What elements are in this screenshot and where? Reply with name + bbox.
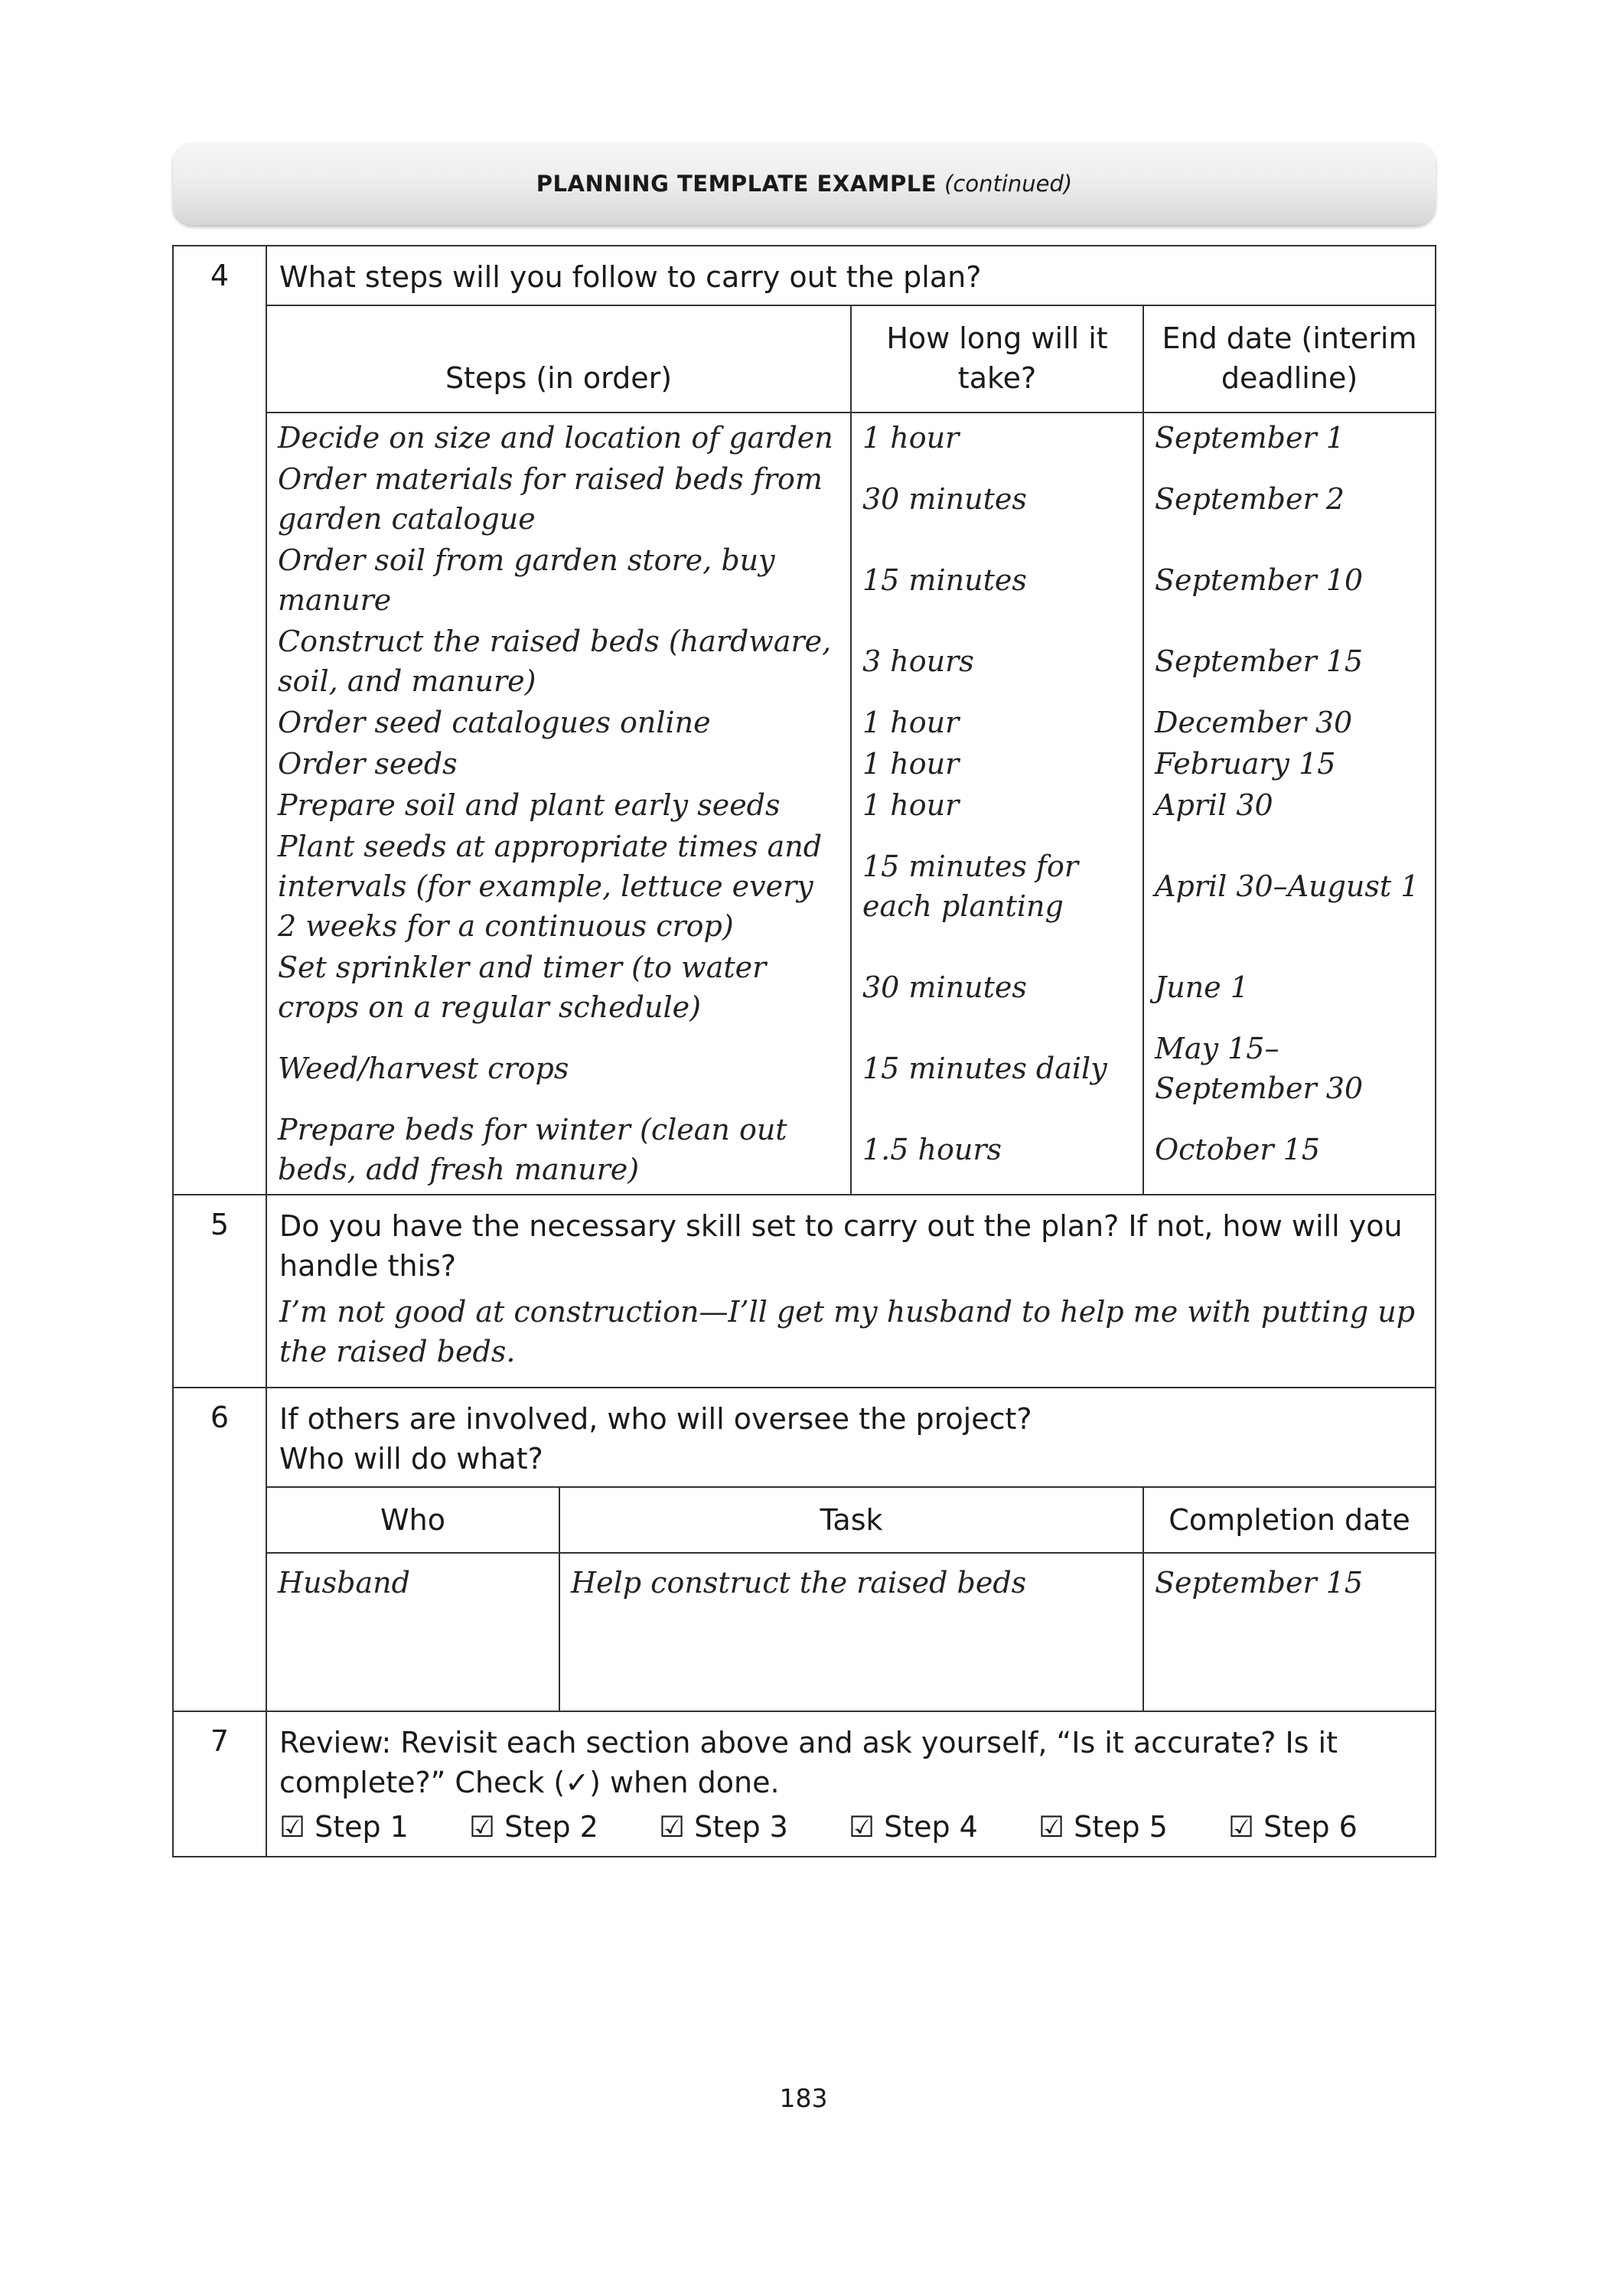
checklist-label: Step 3 bbox=[694, 1810, 788, 1844]
section-5-content bbox=[266, 1195, 1436, 1388]
checklist bbox=[267, 1802, 1435, 1856]
column-header: How long will it take? bbox=[851, 305, 1143, 413]
section-6-content bbox=[266, 1388, 1436, 1711]
step-cell: Order seeds bbox=[267, 744, 851, 785]
table-row bbox=[267, 1110, 1435, 1194]
banner-subtitle: (continued) bbox=[944, 171, 1073, 197]
end-date-cell: April 30 bbox=[1155, 788, 1273, 822]
checklist-label: Step 2 bbox=[504, 1810, 598, 1844]
checked-box-icon[interactable]: ☑ bbox=[659, 1810, 686, 1844]
column-header: End date (interim deadline) bbox=[1143, 305, 1435, 413]
section-4-question: What steps will you follow to carry out the plan? bbox=[279, 260, 982, 294]
role-who: Husband bbox=[267, 1553, 559, 1711]
table-row bbox=[267, 827, 1435, 947]
checklist-label: Step 1 bbox=[315, 1810, 409, 1844]
duration-cell: 3 hours bbox=[851, 621, 1143, 703]
table-row bbox=[267, 785, 1435, 827]
table-row bbox=[267, 703, 1435, 744]
column-header: Who bbox=[267, 1487, 559, 1553]
checklist-label: Step 5 bbox=[1074, 1810, 1168, 1844]
checklist-label: Step 6 bbox=[1263, 1810, 1358, 1844]
duration-cell: 1 hour bbox=[851, 413, 1143, 459]
end-date-cell: May 15–September 30 bbox=[1155, 1032, 1364, 1105]
end-date-cell: September 10 bbox=[1155, 563, 1364, 597]
checklist-item[interactable] bbox=[279, 1807, 469, 1847]
banner-title: PLANNING TEMPLATE EXAMPLE bbox=[536, 171, 937, 197]
end-date-cell: February 15 bbox=[1155, 747, 1336, 781]
section-7-question: Review: Revisit each section above and ask yourself, “Is it accurate? Is it complete?” Check (✓) when done. bbox=[279, 1726, 1338, 1799]
section-6-question bbox=[267, 1388, 1435, 1486]
end-date-cell: September 1 bbox=[1143, 413, 1435, 459]
checked-box-icon[interactable]: ☑ bbox=[849, 1810, 875, 1844]
step-cell: Order seed catalogues online bbox=[267, 703, 851, 744]
duration-cell: 15 minutes for each planting bbox=[851, 827, 1143, 947]
table-row bbox=[267, 540, 1435, 621]
table-row bbox=[267, 1553, 1435, 1711]
step-cell: Order materials for raised beds from garden catalogue bbox=[267, 459, 851, 540]
step-cell: Set sprinkler and timer (to water crops on a regular schedule) bbox=[267, 947, 851, 1029]
section-6-question-line: If others are involved, who will oversee the project? bbox=[279, 1402, 1032, 1436]
duration-cell: 15 minutes daily bbox=[851, 1029, 1143, 1110]
section-5-question: Do you have the necessary skill set to carry out the plan? If not, how will you handle this? bbox=[279, 1209, 1403, 1283]
checklist-item[interactable] bbox=[469, 1807, 659, 1847]
checked-box-icon[interactable]: ☑ bbox=[469, 1810, 496, 1844]
column-header: Completion date bbox=[1143, 1487, 1435, 1553]
checklist-item[interactable] bbox=[659, 1807, 849, 1847]
checklist-item[interactable] bbox=[1228, 1807, 1418, 1847]
duration-cell: 15 minutes bbox=[851, 540, 1143, 621]
end-date-cell: September 2 bbox=[1155, 482, 1345, 516]
table-row bbox=[267, 744, 1435, 785]
duration-cell: 1.5 hours bbox=[851, 1110, 1143, 1194]
table-row bbox=[267, 1029, 1435, 1110]
step-cell: Plant seeds at appropriate times and intervals (for example, lettuce every 2 weeks for a continuous crop) bbox=[267, 827, 851, 947]
table-row bbox=[267, 459, 1435, 540]
role-task: Help construct the raised beds bbox=[559, 1553, 1143, 1711]
role-date: September 15 bbox=[1143, 1553, 1435, 1711]
end-date-cell: September 15 bbox=[1155, 644, 1364, 678]
step-cell: Construct the raised beds (hardware, soil, and manure) bbox=[267, 621, 851, 703]
checklist-item[interactable] bbox=[1038, 1807, 1228, 1847]
section-banner bbox=[173, 142, 1436, 225]
checked-box-icon[interactable]: ☑ bbox=[1038, 1810, 1065, 1844]
steps-header-row bbox=[267, 305, 1435, 413]
end-date-cell: October 15 bbox=[1155, 1133, 1320, 1166]
step-cell: Weed/harvest crops bbox=[267, 1029, 851, 1110]
step-cell: Decide on size and location of garden bbox=[267, 413, 851, 459]
duration-cell: 30 minutes bbox=[851, 947, 1143, 1029]
checklist-item[interactable] bbox=[849, 1807, 1038, 1847]
column-header: Task bbox=[559, 1487, 1143, 1553]
checked-box-icon[interactable]: ☑ bbox=[279, 1810, 306, 1844]
duration-cell: 1 hour bbox=[851, 744, 1143, 785]
section-4-content bbox=[266, 246, 1436, 1195]
section-number: 6 bbox=[173, 1388, 266, 1711]
table-row bbox=[267, 947, 1435, 1029]
roles-table bbox=[267, 1486, 1435, 1711]
step-cell: Order soil from garden store, buy manure bbox=[267, 540, 851, 621]
end-date-cell: April 30–August 1 bbox=[1155, 869, 1420, 903]
checklist-label: Step 4 bbox=[884, 1810, 978, 1844]
end-date-cell: June 1 bbox=[1155, 970, 1249, 1004]
roles-header-row bbox=[267, 1487, 1435, 1553]
duration-cell: 1 hour bbox=[851, 785, 1143, 827]
section-number: 4 bbox=[173, 246, 266, 1195]
section-6 bbox=[173, 1388, 1436, 1711]
step-cell: Prepare beds for winter (clean out beds, add fresh manure) bbox=[267, 1110, 851, 1194]
page-number: 183 bbox=[779, 2083, 828, 2113]
section-6-question-line: Who will do what? bbox=[279, 1442, 543, 1476]
section-number: 7 bbox=[173, 1711, 266, 1857]
duration-cell: 30 minutes bbox=[851, 459, 1143, 540]
table-row bbox=[267, 621, 1435, 703]
duration-cell: 1 hour bbox=[851, 703, 1143, 744]
planning-table bbox=[172, 245, 1436, 1857]
section-5 bbox=[173, 1195, 1436, 1388]
section-7-content bbox=[266, 1711, 1436, 1857]
section-5-answer: I’m not good at construction—I’ll get my husband to help me with putting up the raised beds. bbox=[279, 1295, 1416, 1368]
table-row bbox=[267, 413, 1435, 459]
step-cell: Prepare soil and plant early seeds bbox=[267, 785, 851, 827]
section-number: 5 bbox=[173, 1195, 266, 1388]
end-date-cell: December 30 bbox=[1155, 706, 1353, 739]
section-7 bbox=[173, 1711, 1436, 1857]
checked-box-icon[interactable]: ☑ bbox=[1228, 1810, 1255, 1844]
column-header: Steps (in order) bbox=[267, 305, 851, 413]
steps-table bbox=[267, 305, 1435, 1194]
section-4 bbox=[173, 246, 1436, 1195]
